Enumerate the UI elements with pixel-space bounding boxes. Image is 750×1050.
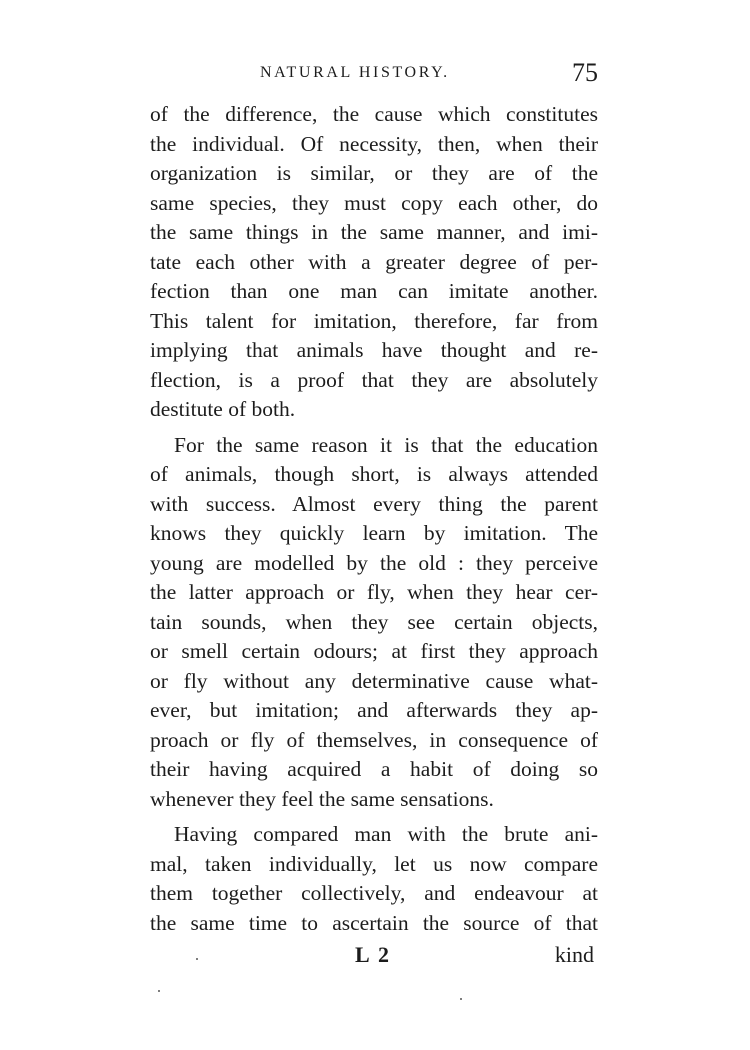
paper-speck (196, 958, 198, 960)
text-line: or smell certain odours; at first they approach (150, 639, 598, 663)
text-line: the same time to ascertain the source of that (150, 910, 598, 935)
text-line: destitute of both. (150, 397, 296, 421)
text-line: proach or fly of themselves, in consequence of (150, 727, 598, 752)
text-line: knows they quickly learn by imitation. The (150, 521, 598, 545)
paragraph-2 (150, 431, 598, 815)
paper-speck (460, 998, 462, 1000)
text-line: or fly without any determinative cause what- (150, 668, 598, 693)
paragraph-1 (150, 100, 598, 425)
running-title: NATURAL HISTORY. (260, 64, 450, 81)
text-line: of the difference, the cause which constitutes (150, 102, 598, 126)
text-line: of animals, though short, is always attended (150, 462, 598, 486)
catchword: kind (554, 942, 594, 967)
paper-speck (158, 990, 160, 992)
text-line: tate each other with a greater degree of per- (150, 249, 598, 274)
text-line: whenever they feel the same sensations. (150, 786, 494, 811)
running-head (150, 58, 598, 92)
text-line: For the same reason it is that the education (174, 432, 598, 457)
text-line: implying that animals have thought and re- (150, 338, 598, 362)
text-line: them together collectively, and endeavour at (150, 881, 598, 905)
text-line: Having compared man with the brute ani- (174, 822, 598, 846)
text-line: organization is similar, or they are of the (150, 161, 598, 185)
text-line: the same things in the same manner, and imi- (150, 220, 598, 244)
page-footer (150, 942, 598, 976)
text-line: their having acquired a habit of doing so (150, 757, 598, 781)
text-line: tain sounds, when they see certain objects, (150, 609, 598, 634)
paragraph-3 (150, 820, 598, 938)
body-text (150, 100, 598, 944)
text-line: the latter approach or fly, when they hear cer- (150, 580, 598, 604)
text-line: same species, they must copy each other, do (150, 190, 598, 215)
page-number: 75 (572, 58, 598, 87)
text-line: with success. Almost every thing the parent (150, 491, 598, 516)
signature-mark: L 2 (355, 942, 391, 967)
text-line: young are modelled by the old : they perceive (150, 550, 598, 575)
text-line: ever, but imitation; and afterwards they ap- (150, 698, 598, 722)
text-line: fection than one man can imitate another. (150, 279, 598, 303)
text-line: This talent for imitation, therefore, far from (150, 308, 598, 333)
text-line: mal, taken individually, let us now compare (150, 851, 598, 876)
text-line: the individual. Of necessity, then, when their (150, 131, 598, 156)
text-line: flection, is a proof that they are absolutely (150, 367, 598, 392)
